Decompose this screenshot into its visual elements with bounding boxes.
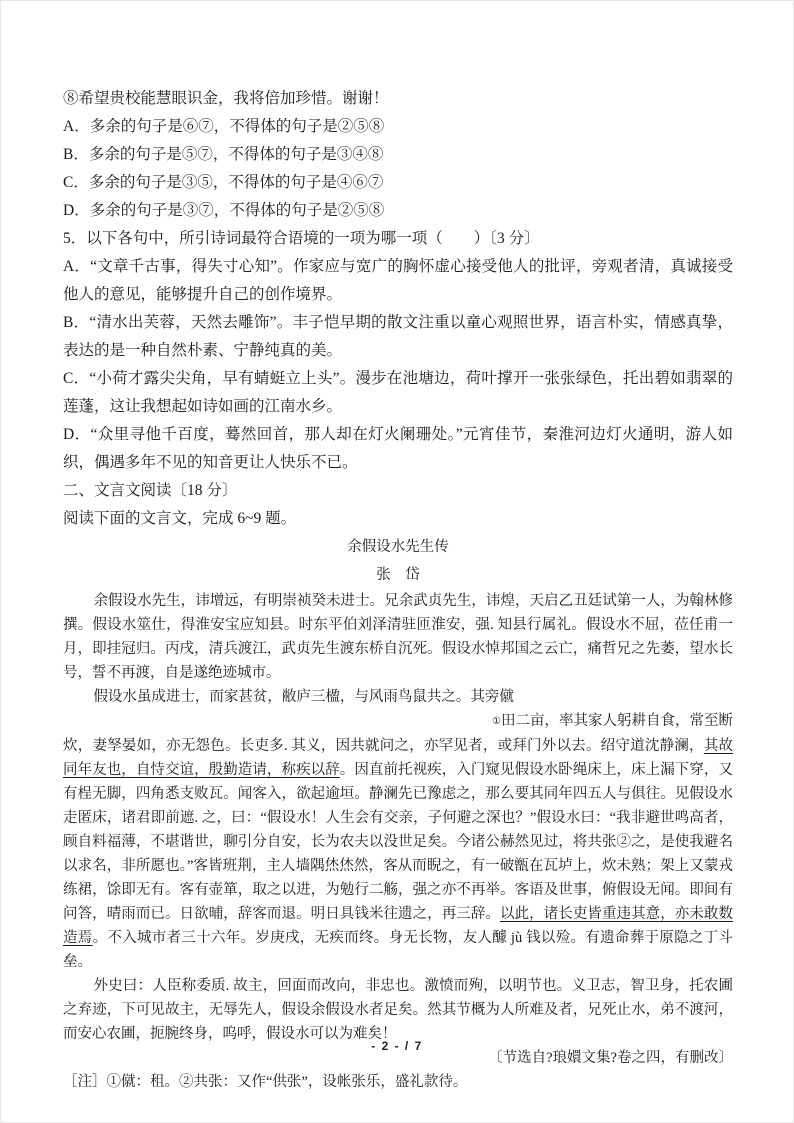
classical-passage bbox=[63, 533, 733, 1094]
passage-paragraph-2-inset-line bbox=[63, 709, 733, 734]
passage-source-line: 〔节选自?琅嬛文集?卷之四，有删改〕 bbox=[488, 1050, 733, 1066]
question4-option-a: A．多余的句子是⑥⑦，不得体的句子是②⑤⑧ bbox=[63, 118, 385, 135]
inset-line-text: 田二亩，率其家人躬耕自食，常至断 bbox=[501, 713, 733, 729]
reading-instruction: 阅读下面的文言文，完成 6~9 题。 bbox=[63, 510, 297, 527]
question5-option-b: B．“清水出芙蓉，天然去雕饰”。丰子恺早期的散文注重以童心观照世界，语言朴实，情感真挚，表达的是一种自然朴素、宁静纯真的美。 bbox=[63, 314, 733, 359]
passage-author: 张 岱 bbox=[376, 567, 420, 583]
paragraph-2-segment-1: 炊，妻孥晏如，亦无怨色。长吏多. 其义，因共就问之，亦罕见者，或拜门外以去。绍守道沈静澜， bbox=[63, 738, 704, 754]
question4-option-b: B．多余的句子是⑤⑦，不得体的句子是③④⑧ bbox=[63, 146, 384, 163]
underlined-clause-2: 以此，诸长吏皆重违其意，亦未敢数造焉 bbox=[63, 906, 733, 946]
question4-intro-sentence: ⑧希望贵校能慧眼识金，我将倍加珍惜。谢谢！ bbox=[63, 90, 389, 107]
question5-option-a: A．“文章千古事，得失寸心知”。作家应与宽广的胸怀虚心接受他人的批评，旁观者清，真诚接受他人的意见，能够提升自己的创作境界。 bbox=[63, 258, 733, 303]
passage-paragraph-1: 余假设水先生，讳增远，有明崇祯癸未进士。兄余武贞先生，讳煌，天启乙丑廷试第一人，为翰林修撰。假设水筮仕，得淮安宝应知县。时东平伯刘泽清驻匝淮安，强. 知县行属礼。假设水不屈，莅任甫一月，即挂冠归。丙戌，清兵渡江，武贞先生渡东桥自沉死。假设水悼邦国之云亡，痛哲兄之先萎，望水长号，誓不再渡，自是遂绝迹城市。 bbox=[63, 593, 733, 681]
passage-paragraph-3: 外史曰：人臣称委质. 故主，回面而改向，非忠也。激愤而殉，以明节也。义卫志，智卫身，托农圃之弃迹，下可见故主，无辱先人，假设余假设水者足矣。然其节概为人所难及者，兄死止水，弟不渡河，而安心农圃，扼腕终身，呜呼，假设水可以为难矣！ bbox=[63, 978, 733, 1042]
footnote-marker-1: ① bbox=[492, 716, 501, 727]
page-number: - 2 - / 7 bbox=[371, 1039, 423, 1053]
passage-note-line: ［注］①僦：租。②共张：又作“供张”，设帐张乐，盛礼款待。 bbox=[63, 1074, 468, 1090]
underlined-clause-1: 其故同年友也，自恃交谊，殷勤造请，称疾以辞 bbox=[63, 738, 734, 778]
passage-paragraph-2-body bbox=[63, 734, 733, 974]
paragraph-2-segment-2: 。因直前托视疾，入门窥见假设水卧绳床上，床上漏下穿，又有桯无脚，四角悉支败瓦。闻客入，欲起逾垣。静澜先已豫虑之，那么要其同年四五人与俱往。见假设水走匿床，诸君即前遮. 之，曰：“假设水！人生会有交亲，子何避之深也？”假设水曰：“我非避世鸣高者，顾自料福薄，不堪谐世，聊引分自安，长为农夫以没世足矣。今诸公赫然见过，将共张②之，是使我避名以求名，非所愿也。”客皆班荆，主人墙隅烋烋然，客从而睨之，有一破甑在瓦垆上，炊未熟；架上又蒙戎练裙，馀即无有。客有壶箪，取之以进，为勉行二觞，强之亦不再举。客语及世事，俯假设无闻。即间有问答，晴雨而已。日欲晡，辞客而退。明日具钱米往遗之，再三辞。 bbox=[63, 762, 733, 922]
passage-paragraph-2-opening: 假设水虽成进士，而家甚贫，敝庐三楹，与风雨鸟鼠共之。其旁僦 bbox=[93, 689, 514, 705]
question5-option-c: C．“小荷才露尖尖角，早有蜻蜓立上头”。漫步在池塘边，荷叶撑开一张张绿色，托出碧如翡翠的莲蓬，这让我想起如诗如画的江南水乡。 bbox=[63, 370, 733, 415]
question4-option-d: D．多余的句子是③⑦，不得体的句子是②⑤⑧ bbox=[63, 202, 385, 219]
question4-option-c: C．多余的句子是③⑤，不得体的句子是④⑥⑦ bbox=[63, 174, 384, 191]
paragraph-2-segment-3: 。不入城市者三十六年。岁庚戌，无疾而终。身无长物，友人醵 jù 钱以殓。有遗命葬于原隐之丁斗垒。 bbox=[63, 930, 734, 970]
question5-option-d: D．“众里寻他千百度，蓦然回首，那人却在灯火阑珊处。”元宵佳节，秦淮河边灯火通明，游人如织，偶遇多年不见的知音更让人快乐不已。 bbox=[63, 426, 733, 471]
question5-stem: 5．以下各句中，所引诗词最符合语境的一项为哪一项（ ）〔3 分〕 bbox=[63, 230, 540, 247]
section-heading: 二、文言文阅读〔18 分〕 bbox=[63, 482, 238, 499]
questions-section bbox=[63, 85, 733, 533]
passage-title: 余假设水先生传 bbox=[347, 539, 449, 555]
